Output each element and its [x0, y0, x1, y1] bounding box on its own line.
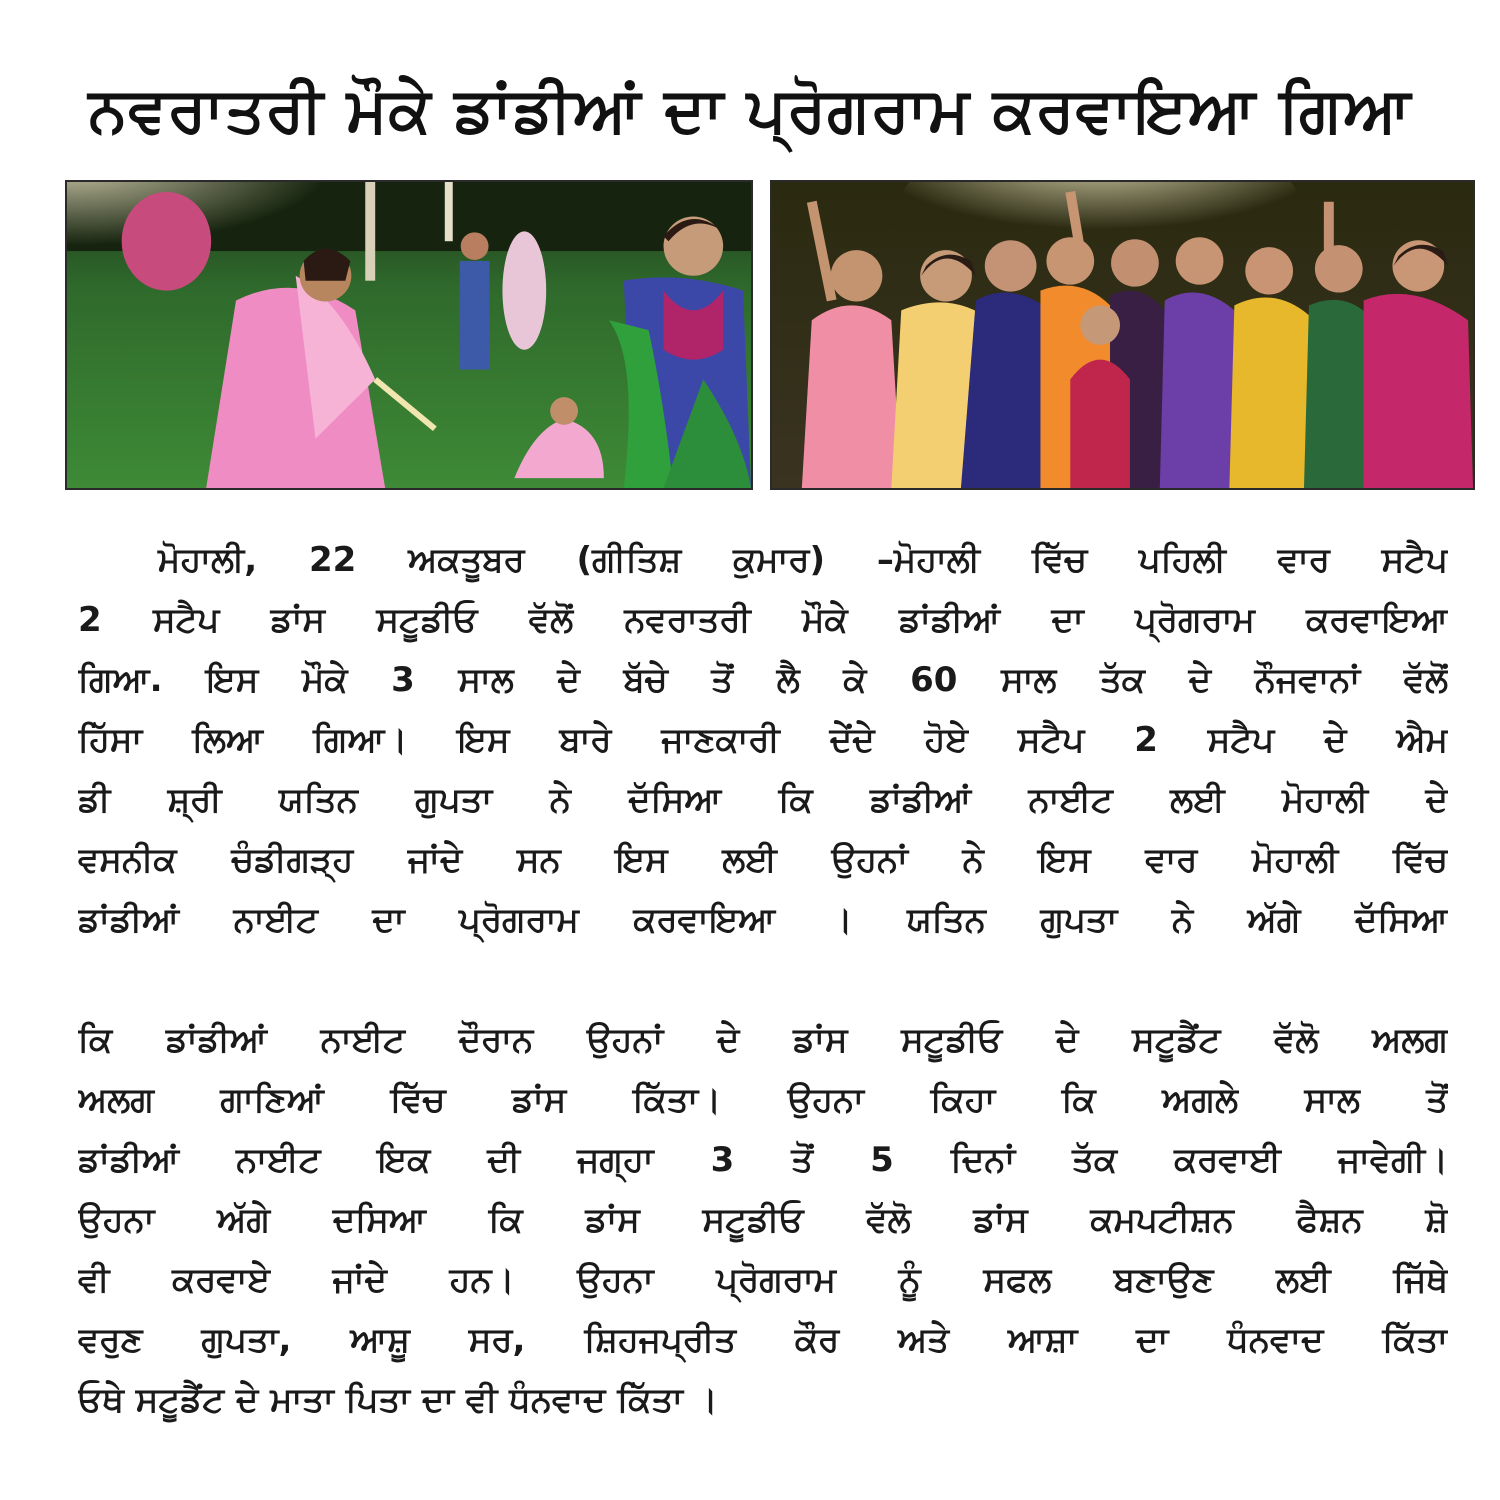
article-line: ਵਰੁਣ ਗੁਪਤਾ, ਆਸ਼ੂ ਸਰ, ਸ਼ਿਹਜਪ੍ਰੀਤ ਕੌਰ ਅਤੇ ਆਸ਼ਾ ਦਾ ਧੰਨਵਾਦ ਕਿੱਤਾ: [78, 1320, 1448, 1360]
article-line: ਡੀ ਸ਼੍ਰੀ ਯਤਿਨ ਗੁਪਤਾ ਨੇ ਦੱਸਿਆ ਕਿ ਡਾਂਡੀਆਂ ਨਾਈਟ ਲਈ ਮੋਹਾਲੀ ਦੇ: [78, 780, 1448, 820]
article-paragraph-2: [78, 1010, 1448, 1430]
article-line: ਡਾਂਡੀਆਂ ਨਾਈਟ ਦਾ ਪ੍ਰੋਗਰਾਮ ਕਰਵਾਇਆ । ਯਤਿਨ ਗੁਪਤਾ ਨੇ ਅੱਗੇ ਦੱਸਿਆ: [78, 900, 1448, 940]
photo-dandiya-group-women: [770, 180, 1475, 490]
article-line: ਉਹਨਾ ਅੱਗੇ ਦਸਿਆ ਕਿ ਡਾਂਸ ਸਟੂਡੀਓ ਵੱਲੋ ਡਾਂਸ ਕਮਪਟੀਸ਼ਨ ਫੈਸ਼ਨ ਸ਼ੋ: [78, 1200, 1448, 1240]
article-paragraph-1: [78, 530, 1448, 950]
article-line: ਮੋਹਾਲੀ, 22 ਅਕਤੂਬਰ (ਗੀਤਿਸ਼ ਕੁਮਾਰ) –ਮੋਹਾਲੀ ਵਿੱਚ ਪਹਿਲੀ ਵਾਰ ਸਟੈਪ: [158, 540, 1448, 580]
article-line: ਵਸਨੀਕ ਚੰਡੀਗੜ੍ਹ ਜਾਂਦੇ ਸਨ ਇਸ ਲਈ ਉਹਨਾਂ ਨੇ ਇਸ ਵਾਰ ਮੋਹਾਲੀ ਵਿੱਚ: [78, 840, 1448, 880]
headline: ਨਵਰਾਤਰੀ ਮੌਕੇ ਡਾਂਡੀਆਂ ਦਾ ਪ੍ਰੋਗਰਾਮ ਕਰਵਾਇਆ ਗਿਆ: [88, 73, 1412, 146]
article-line: ਗਿਆ. ਇਸ ਮੌਕੇ 3 ਸਾਲ ਦੇ ਬੱਚੇ ਤੋਂ ਲੈ ਕੇ 60 ਸਾਲ ਤੱਕ ਦੇ ਨੌਜਵਾਨਾਂ ਵੱਲੋਂ: [78, 660, 1448, 700]
photo-dandiya-dancers-lawn: [65, 180, 753, 490]
article-line: ਅਲਗ ਗਾਣਿਆਂ ਵਿੱਚ ਡਾਂਸ ਕਿੱਤਾ। ਉਹਨਾ ਕਿਹਾ ਕਿ ਅਗਲੇ ਸਾਲ ਤੋਂ: [78, 1080, 1448, 1120]
article-line: ਓਥੇ ਸਟੂਡੈਂਟ ਦੇ ਮਾਤਾ ਪਿਤਾ ਦਾ ਵੀ ਧੰਨਵਾਦ ਕਿੱਤਾ ।: [78, 1380, 718, 1420]
article-line: ਕਿ ਡਾਂਡੀਆਂ ਨਾਈਟ ਦੌਰਾਨ ਉਹਨਾਂ ਦੇ ਡਾਂਸ ਸਟੂਡੀਓ ਦੇ ਸਟੂਡੈਂਟ ਵੱਲੋ ਅਲਗ: [78, 1020, 1448, 1060]
article-line: ਡਾਂਡੀਆਂ ਨਾਈਟ ਇਕ ਦੀ ਜਗ੍ਹਾ 3 ਤੋਂ 5 ਦਿਨਾਂ ਤੱਕ ਕਰਵਾਈ ਜਾਵੇਗੀ।: [78, 1140, 1448, 1180]
article-line: 2 ਸਟੈਪ ਡਾਂਸ ਸਟੂਡੀਓ ਵੱਲੋਂ ਨਵਰਾਤਰੀ ਮੌਕੇ ਡਾਂਡੀਆਂ ਦਾ ਪ੍ਰੋਗਰਾਮ ਕਰਵਾਇਆ: [78, 600, 1448, 640]
article-line: ਵੀ ਕਰਵਾਏ ਜਾਂਦੇ ਹਨ। ਉਹਨਾ ਪ੍ਰੋਗਰਾਮ ਨੂੰ ਸਫਲ ਬਣਾਉਣ ਲਈ ਜਿੱਥੇ: [78, 1260, 1448, 1300]
article-line: ਹਿੱਸਾ ਲਿਆ ਗਿਆ। ਇਸ ਬਾਰੇ ਜਾਣਕਾਰੀ ਦੇਂਦੇ ਹੋਏ ਸਟੈਪ 2 ਸਟੈਪ ਦੇ ਐਮ: [78, 720, 1448, 760]
